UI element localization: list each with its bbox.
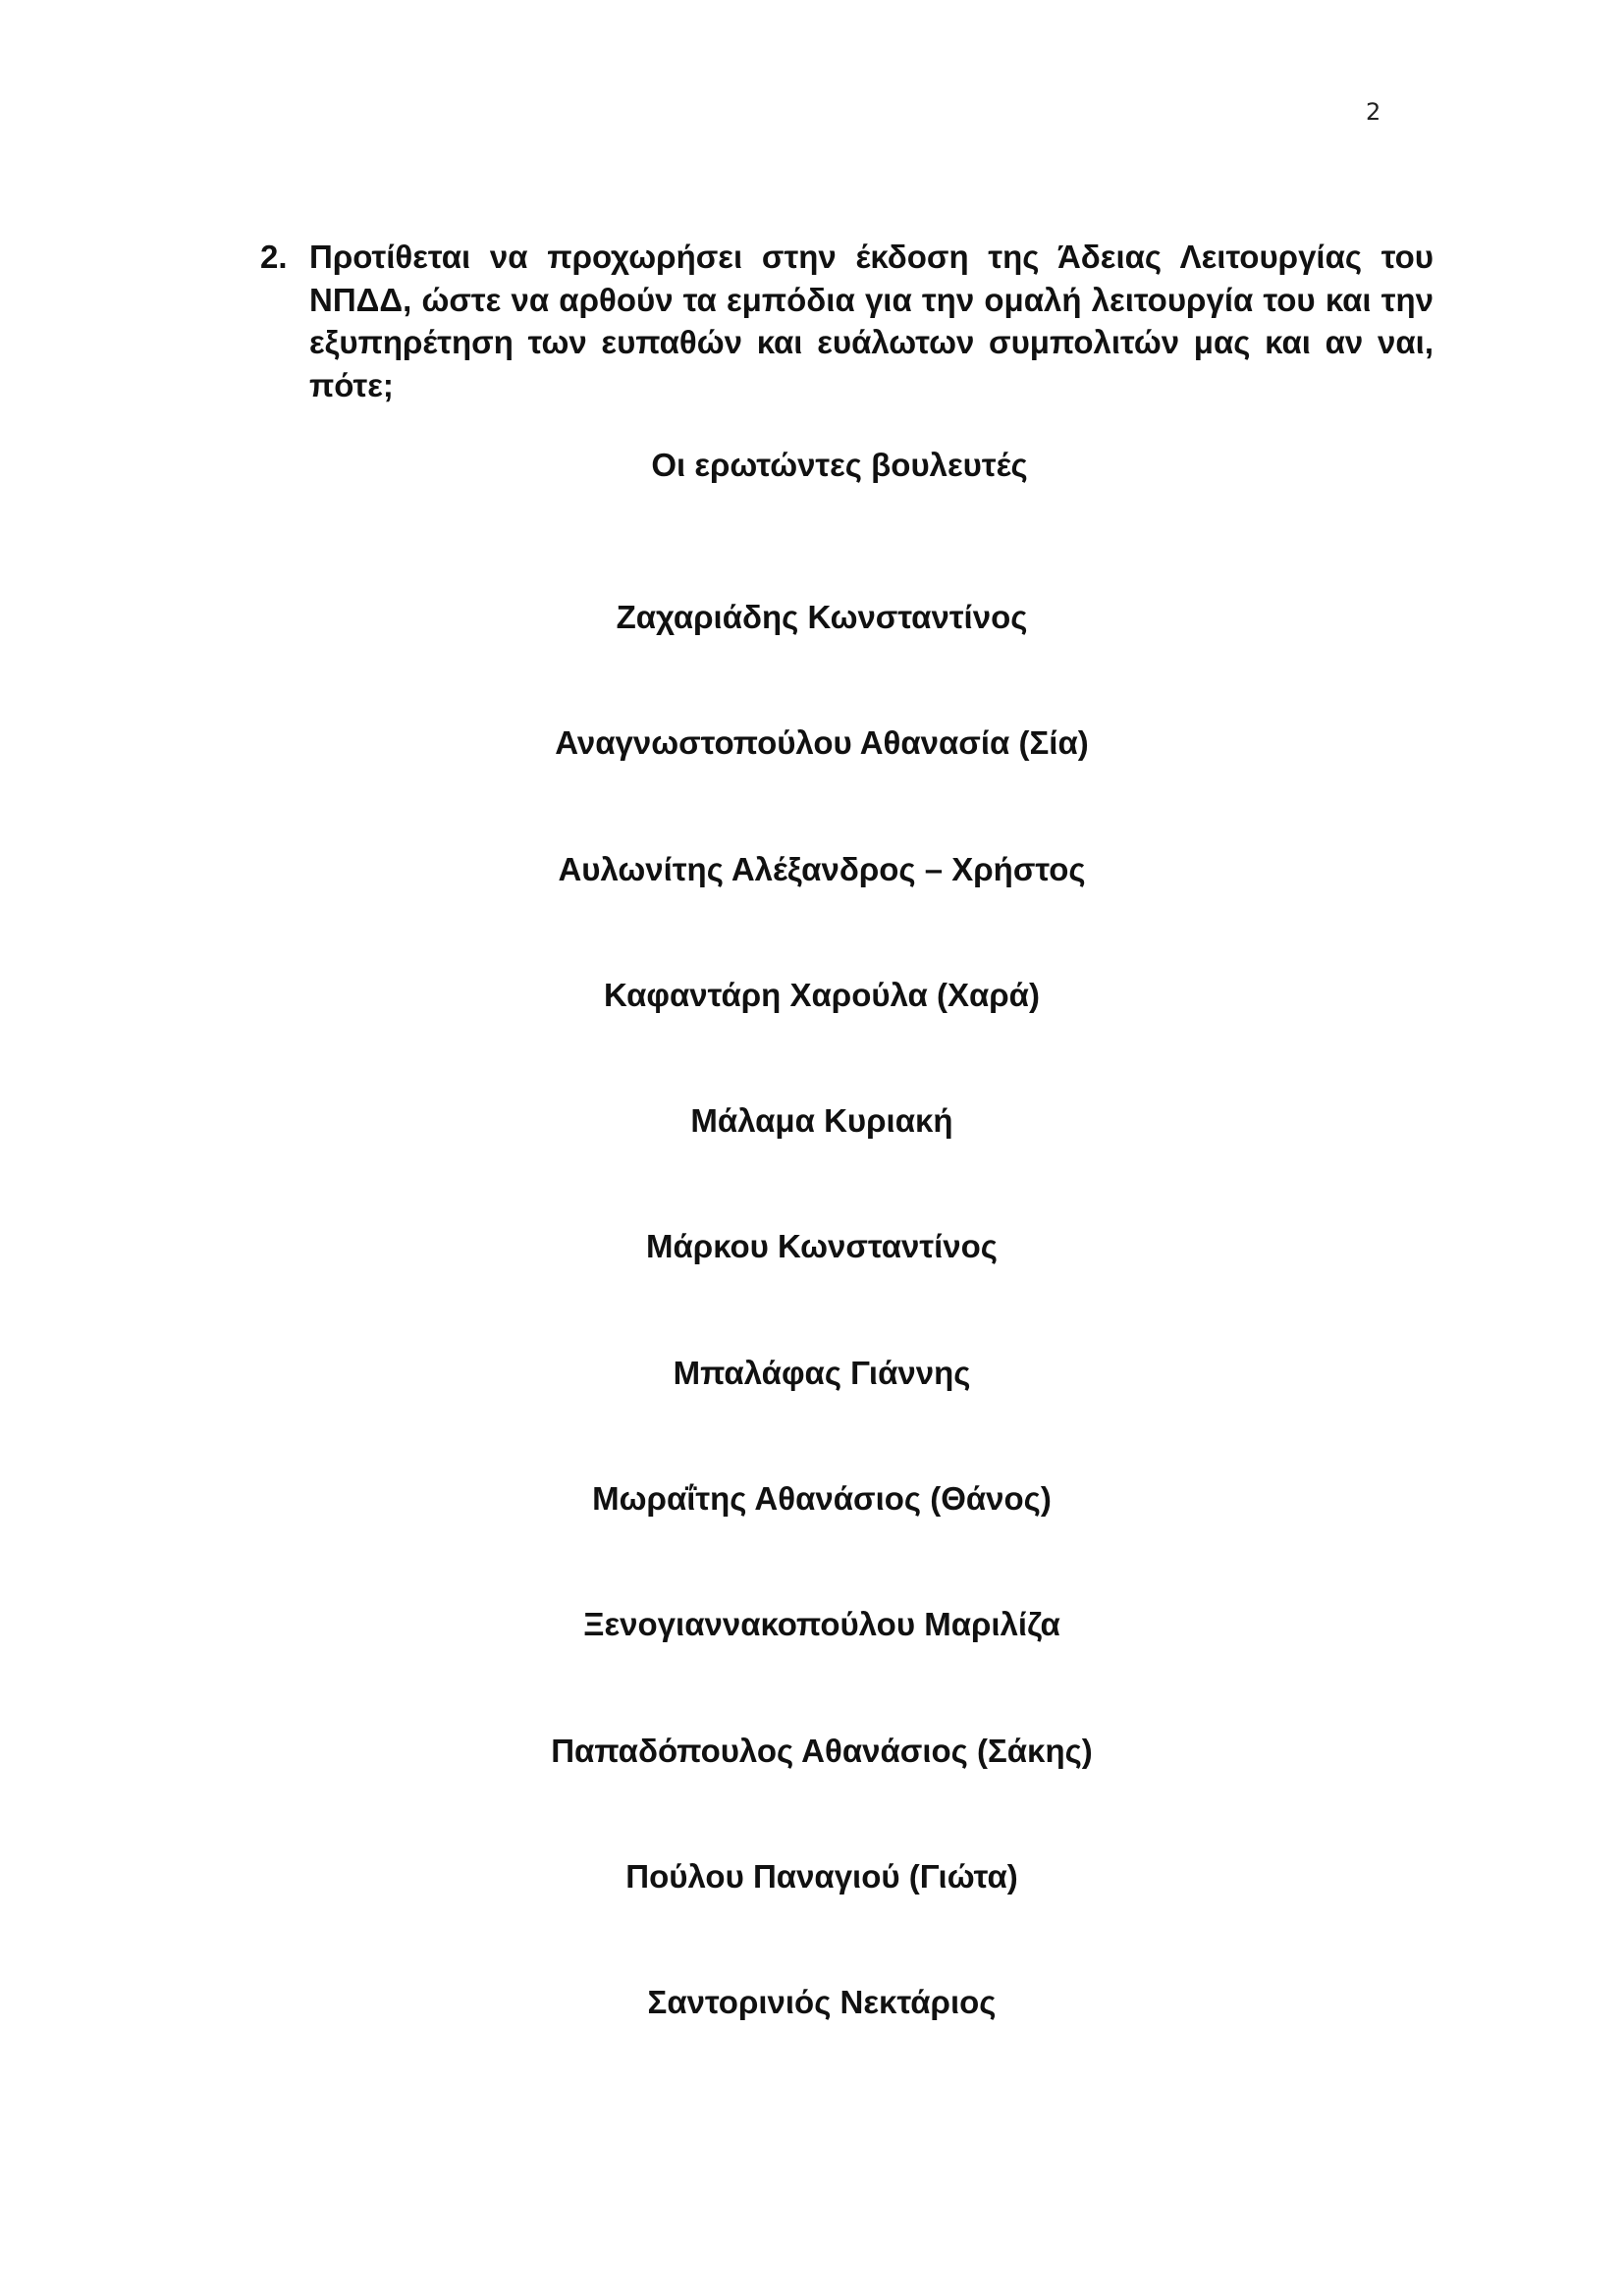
signer-name: Καφαντάρη Χαρούλα (Χαρά) — [604, 976, 1040, 1013]
signer-name: Αναγνωστοπούλου Αθανασία (Σία) — [555, 724, 1089, 762]
question-item — [260, 236, 1434, 406]
signer-name: Μάλαμα Κυριακή — [690, 1102, 953, 1140]
signer-name: Σαντορινιός Νεκτάριος — [647, 1984, 997, 2021]
signers-list — [0, 596, 1624, 2108]
signer-name: Αυλωνίτης Αλέξανδρος – Χρήστος — [558, 850, 1086, 887]
page-number: 2 — [1366, 98, 1381, 126]
signer-name: Πούλου Παναγιού (Γιώτα) — [625, 1857, 1018, 1895]
question-text: Προτίθεται να προχωρήσει στην έκδοση της Άδειας Λειτουργίας του ΝΠΔΔ, ώστε να αρθούν τα εμπόδια για την ομαλή λειτουργία του και την εξυπηρέτηση των ευπαθών και ευάλωτων συμπολιτών μας και αν ναι, πότε; — [309, 239, 1434, 403]
signer-name: Ξενογιαννακοπούλου Μαριλίζα — [583, 1606, 1060, 1643]
signer-name: Ζαχαριάδης Κωνσταντίνος — [616, 599, 1028, 635]
signers-heading: Οι ερωτώντες βουλευτές — [651, 447, 1028, 483]
signer-name: Μπαλάφας Γιάννης — [673, 1354, 971, 1391]
question-number: 2. — [260, 239, 288, 275]
signer-name: Παπαδόπουλος Αθανάσιος (Σάκης) — [551, 1732, 1093, 1769]
signer-name: Μάρκου Κωνσταντίνος — [646, 1228, 998, 1265]
signer-name: Μωραΐτης Αθανάσιος (Θάνος) — [592, 1480, 1052, 1518]
